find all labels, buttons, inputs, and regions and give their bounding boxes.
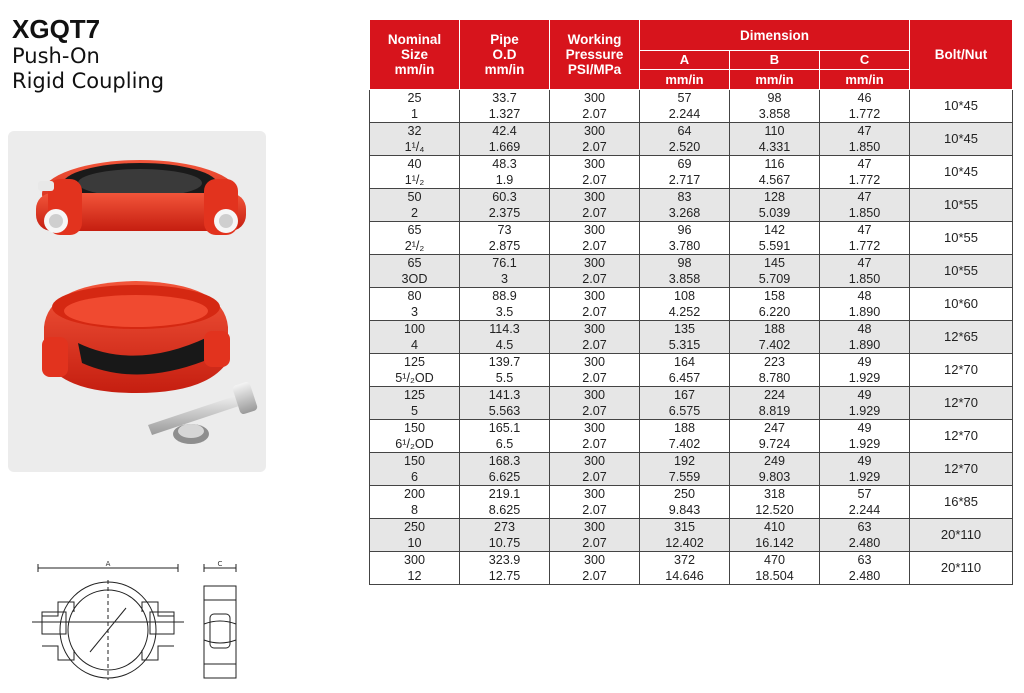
cell-dim-a: 167 6.575 <box>640 387 730 420</box>
cell-dim-b: 116 4.567 <box>730 156 820 189</box>
cell-dim-b: 223 8.780 <box>730 354 820 387</box>
cell-od: 88.9 3.5 <box>460 288 550 321</box>
dimension-label-a: A <box>105 560 111 568</box>
table-row <box>370 156 1013 189</box>
cell-bolt: 10*55 <box>910 189 1013 222</box>
cell-od: 60.3 2.375 <box>460 189 550 222</box>
cell-dim-a: 108 4.252 <box>640 288 730 321</box>
cell-pressure: 300 2.07 <box>550 222 640 255</box>
cell-dim-b: 249 9.803 <box>730 453 820 486</box>
cell-size: 80 3 <box>370 288 460 321</box>
cell-dim-b: 247 9.724 <box>730 420 820 453</box>
cell-pressure: 300 2.07 <box>550 189 640 222</box>
cell-size: 250 10 <box>370 519 460 552</box>
header-dim-c-units: mm/in <box>820 70 910 90</box>
cell-size: 100 4 <box>370 321 460 354</box>
cell-dim-c: 48 1.890 <box>820 321 910 354</box>
header-dim-c: C <box>820 51 910 70</box>
cell-od: 219.1 8.625 <box>460 486 550 519</box>
cell-pressure: 300 2.07 <box>550 453 640 486</box>
cell-size: 300 12 <box>370 552 460 585</box>
table-row <box>370 387 1013 420</box>
coupling-photo-illustration <box>8 131 266 472</box>
cell-bolt: 10*45 <box>910 90 1013 123</box>
cell-bolt: 20*110 <box>910 552 1013 585</box>
cell-dim-a: 98 3.858 <box>640 255 730 288</box>
cell-dim-a: 188 7.402 <box>640 420 730 453</box>
cell-dim-b: 188 7.402 <box>730 321 820 354</box>
product-name-line1: Push-On <box>12 44 100 68</box>
cell-dim-b: 110 4.331 <box>730 123 820 156</box>
cell-pressure: 300 2.07 <box>550 552 640 585</box>
cell-dim-b: 145 5.709 <box>730 255 820 288</box>
table-row <box>370 519 1013 552</box>
header-dim-b: B <box>730 51 820 70</box>
spec-table-body <box>370 90 1013 585</box>
assembled-coupling-image <box>36 160 246 235</box>
cell-dim-b: 224 8.819 <box>730 387 820 420</box>
cell-bolt: 10*55 <box>910 222 1013 255</box>
table-row <box>370 354 1013 387</box>
cell-bolt: 10*45 <box>910 123 1013 156</box>
cell-dim-c: 48 1.890 <box>820 288 910 321</box>
dimension-label-c: C <box>217 560 223 568</box>
table-row <box>370 420 1013 453</box>
cell-bolt: 16*85 <box>910 486 1013 519</box>
cell-dim-b: 128 5.039 <box>730 189 820 222</box>
table-row <box>370 189 1013 222</box>
cell-pressure: 300 2.07 <box>550 90 640 123</box>
cell-dim-c: 46 1.772 <box>820 90 910 123</box>
cell-bolt: 12*70 <box>910 387 1013 420</box>
table-row <box>370 486 1013 519</box>
product-photo <box>8 131 266 472</box>
cell-od: 114.3 4.5 <box>460 321 550 354</box>
cell-dim-c: 49 1.929 <box>820 420 910 453</box>
header-dimension: Dimension <box>640 20 910 51</box>
cell-pressure: 300 2.07 <box>550 321 640 354</box>
cell-dim-b: 98 3.858 <box>730 90 820 123</box>
cell-size: 200 8 <box>370 486 460 519</box>
cell-dim-a: 372 14.646 <box>640 552 730 585</box>
technical-drawing <box>28 560 250 689</box>
cell-dim-a: 164 6.457 <box>640 354 730 387</box>
cell-od: 168.3 6.625 <box>460 453 550 486</box>
spec-table <box>369 19 1013 585</box>
cell-bolt: 12*70 <box>910 420 1013 453</box>
cell-dim-a: 83 3.268 <box>640 189 730 222</box>
header-working-pressure: Working Pressure PSI/MPa <box>550 20 640 90</box>
cell-dim-c: 49 1.929 <box>820 453 910 486</box>
table-row <box>370 255 1013 288</box>
cell-bolt: 10*55 <box>910 255 1013 288</box>
cell-od: 42.4 1.669 <box>460 123 550 156</box>
cell-dim-c: 49 1.929 <box>820 354 910 387</box>
cell-bolt: 12*70 <box>910 453 1013 486</box>
cell-bolt: 10*45 <box>910 156 1013 189</box>
table-row <box>370 321 1013 354</box>
cell-dim-a: 64 2.520 <box>640 123 730 156</box>
header-nominal-size: Nominal Size mm/in <box>370 20 460 90</box>
cell-bolt: 12*65 <box>910 321 1013 354</box>
cell-od: 76.1 3 <box>460 255 550 288</box>
product-title-block <box>12 14 164 94</box>
cell-pressure: 300 2.07 <box>550 156 640 189</box>
cell-dim-c: 47 1.850 <box>820 123 910 156</box>
cell-size: 150 6¹/₂OD <box>370 420 460 453</box>
cell-size: 32 1¹/₄ <box>370 123 460 156</box>
cell-dim-b: 142 5.591 <box>730 222 820 255</box>
cell-pressure: 300 2.07 <box>550 420 640 453</box>
cell-dim-a: 315 12.402 <box>640 519 730 552</box>
cell-dim-b: 158 6.220 <box>730 288 820 321</box>
cell-dim-c: 47 1.772 <box>820 156 910 189</box>
header-dim-a: A <box>640 51 730 70</box>
cell-size: 25 1 <box>370 90 460 123</box>
product-name-line2: Rigid Coupling <box>12 69 165 93</box>
cell-dim-c: 57 2.244 <box>820 486 910 519</box>
table-row <box>370 288 1013 321</box>
table-row <box>370 552 1013 585</box>
cell-dim-b: 410 16.142 <box>730 519 820 552</box>
table-row <box>370 222 1013 255</box>
cell-bolt: 12*70 <box>910 354 1013 387</box>
header-pipe-od: Pipe O.D mm/in <box>460 20 550 90</box>
cell-dim-c: 63 2.480 <box>820 519 910 552</box>
cell-dim-a: 192 7.559 <box>640 453 730 486</box>
cell-dim-c: 47 1.772 <box>820 222 910 255</box>
cell-size: 65 3OD <box>370 255 460 288</box>
cell-size: 50 2 <box>370 189 460 222</box>
table-row <box>370 453 1013 486</box>
cell-dim-a: 135 5.315 <box>640 321 730 354</box>
cell-od: 141.3 5.563 <box>460 387 550 420</box>
cell-pressure: 300 2.07 <box>550 519 640 552</box>
cell-pressure: 300 2.07 <box>550 123 640 156</box>
cell-dim-c: 47 1.850 <box>820 255 910 288</box>
cell-dim-c: 47 1.850 <box>820 189 910 222</box>
cell-bolt: 10*60 <box>910 288 1013 321</box>
cell-od: 48.3 1.9 <box>460 156 550 189</box>
cell-size: 150 6 <box>370 453 460 486</box>
cell-pressure: 300 2.07 <box>550 255 640 288</box>
header-dim-b-units: mm/in <box>730 70 820 90</box>
cell-pressure: 300 2.07 <box>550 354 640 387</box>
cell-dim-c: 49 1.929 <box>820 387 910 420</box>
header-dim-a-units: mm/in <box>640 70 730 90</box>
cell-od: 273 10.75 <box>460 519 550 552</box>
cell-od: 323.9 12.75 <box>460 552 550 585</box>
cell-size: 125 5¹/₂OD <box>370 354 460 387</box>
cell-bolt: 20*110 <box>910 519 1013 552</box>
coupling-technical-drawing <box>28 560 250 684</box>
product-code: XGQT7 <box>12 14 101 44</box>
header-bolt-nut: Bolt/Nut <box>910 20 1013 90</box>
cell-dim-b: 470 18.504 <box>730 552 820 585</box>
cell-dim-a: 96 3.780 <box>640 222 730 255</box>
cell-size: 65 2¹/₂ <box>370 222 460 255</box>
coupling-half-image <box>42 281 230 393</box>
cell-dim-a: 250 9.843 <box>640 486 730 519</box>
table-row <box>370 123 1013 156</box>
cell-dim-c: 63 2.480 <box>820 552 910 585</box>
cell-size: 125 5 <box>370 387 460 420</box>
cell-od: 33.7 1.327 <box>460 90 550 123</box>
cell-od: 165.1 6.5 <box>460 420 550 453</box>
cell-dim-a: 57 2.244 <box>640 90 730 123</box>
cell-dim-a: 69 2.717 <box>640 156 730 189</box>
cell-dim-b: 318 12.520 <box>730 486 820 519</box>
cell-pressure: 300 2.07 <box>550 288 640 321</box>
cell-size: 40 1¹/₂ <box>370 156 460 189</box>
cell-od: 139.7 5.5 <box>460 354 550 387</box>
table-row <box>370 90 1013 123</box>
cell-od: 73 2.875 <box>460 222 550 255</box>
cell-pressure: 300 2.07 <box>550 486 640 519</box>
cell-pressure: 300 2.07 <box>550 387 640 420</box>
